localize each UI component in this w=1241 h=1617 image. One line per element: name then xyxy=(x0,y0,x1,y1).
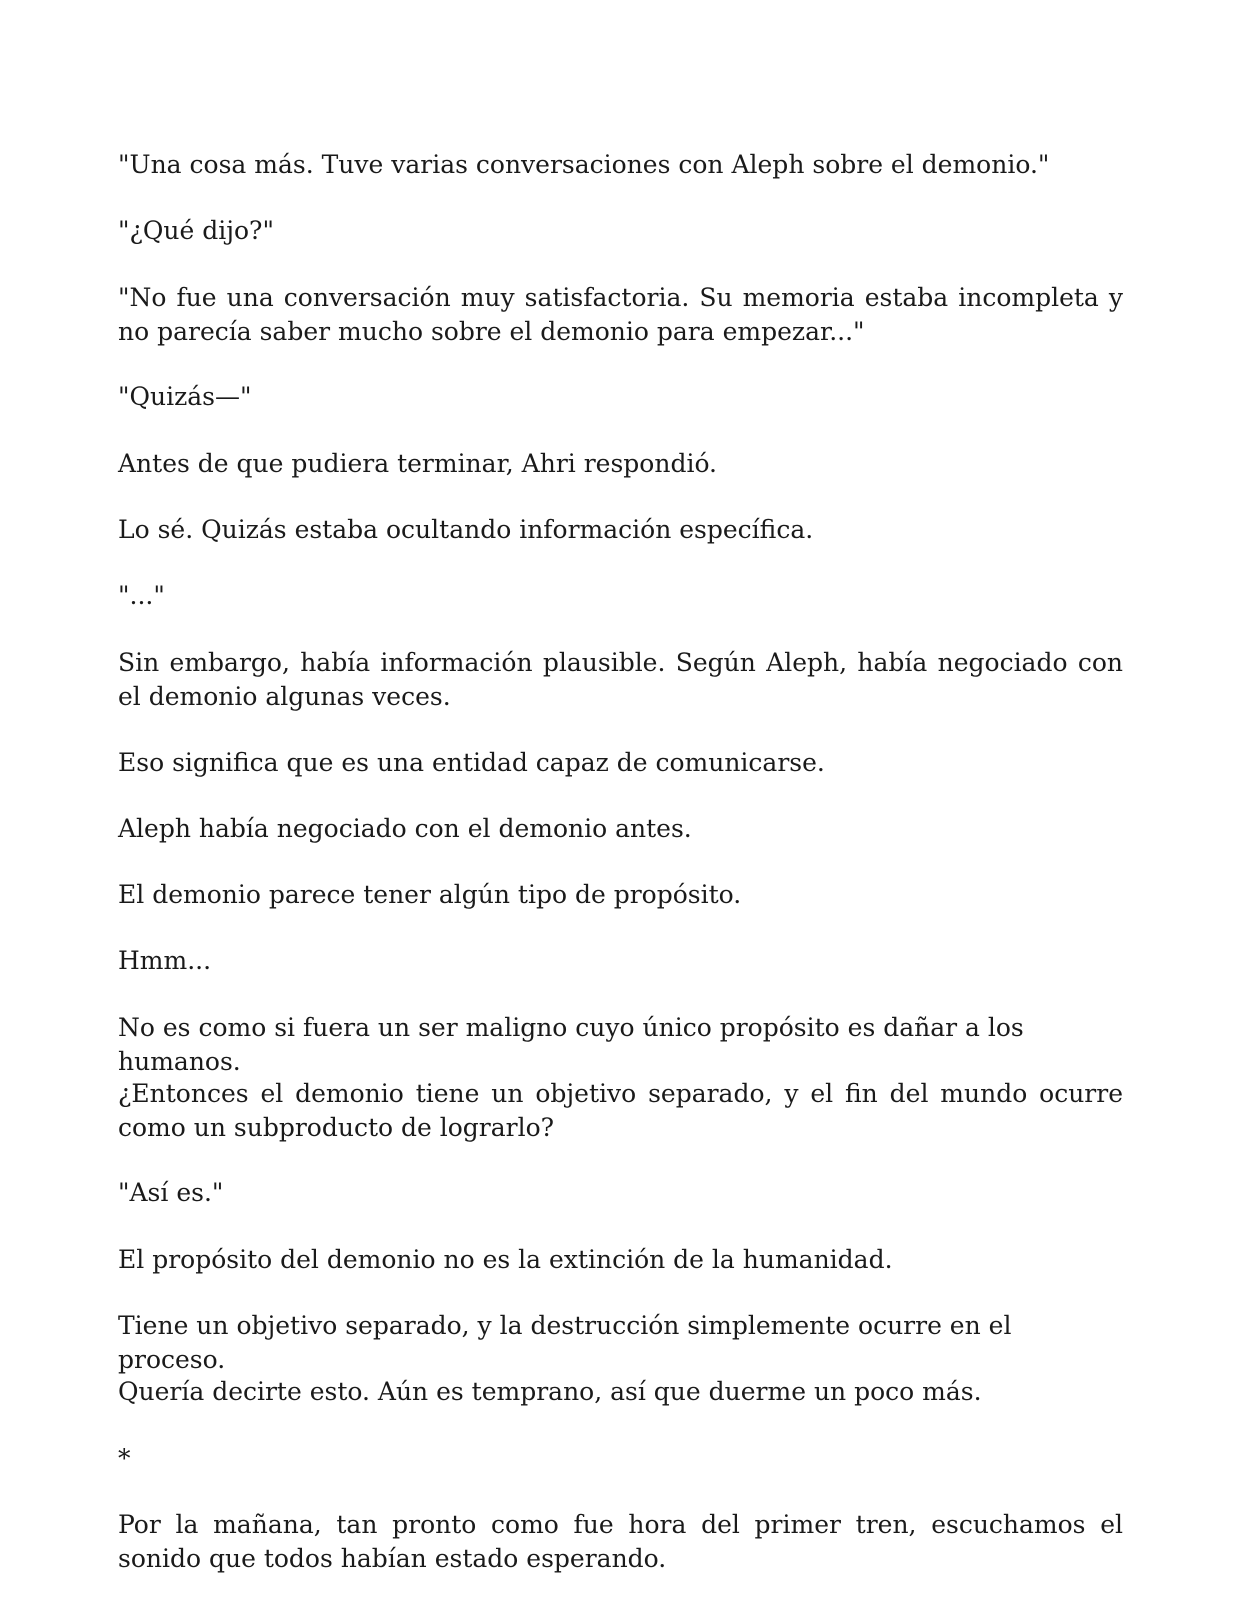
paragraph-2: "¿Qué dijo?" xyxy=(118,216,274,245)
paragraph-15: "Así es." xyxy=(118,1178,224,1207)
paragraph-17: Tiene un objetivo separado, y la destrucción simplemente ocurre en el proceso. xyxy=(118,1311,1012,1374)
paragraph-3: "No fue una conversación muy satisfactoria. Su memoria estaba incompleta y no parecía saber mucho sobre el demonio para empezar..." xyxy=(118,283,1123,346)
paragraph-7: "..." xyxy=(118,581,165,610)
paragraph-20: Por la mañana, tan pronto como fue hora del primer tren, escuchamos el sonido que todos habían estado esperando. xyxy=(118,1510,1123,1573)
paragraph-18: Quería decirte esto. Aún es temprano, así que duerme un poco más. xyxy=(118,1377,982,1406)
paragraph-1: "Una cosa más. Tuve varias conversaciones con Aleph sobre el demonio." xyxy=(118,150,1050,179)
paragraph-12: Hmm... xyxy=(118,946,212,975)
paragraph-11: El demonio parece tener algún tipo de propósito. xyxy=(118,880,742,909)
paragraph-4: "Quizás—" xyxy=(118,382,252,411)
section-break: * xyxy=(118,1444,131,1473)
paragraph-8: Sin embargo, había información plausible. Según Aleph, había negociado con el demonio algunas veces. xyxy=(118,648,1123,711)
paragraph-5: Antes de que pudiera terminar, Ahri respondió. xyxy=(118,449,717,478)
paragraph-16: El propósito del demonio no es la extinción de la humanidad. xyxy=(118,1245,893,1274)
paragraph-6: Lo sé. Quizás estaba ocultando información específica. xyxy=(118,515,814,544)
paragraph-9: Eso significa que es una entidad capaz de comunicarse. xyxy=(118,748,825,777)
paragraph-10: Aleph había negociado con el demonio antes. xyxy=(118,814,692,843)
paragraph-13: No es como si fuera un ser maligno cuyo único propósito es dañar a los humanos. xyxy=(118,1013,1024,1076)
paragraph-14: ¿Entonces el demonio tiene un objetivo separado, y el fin del mundo ocurre como un subproducto de lograrlo? xyxy=(118,1079,1123,1142)
